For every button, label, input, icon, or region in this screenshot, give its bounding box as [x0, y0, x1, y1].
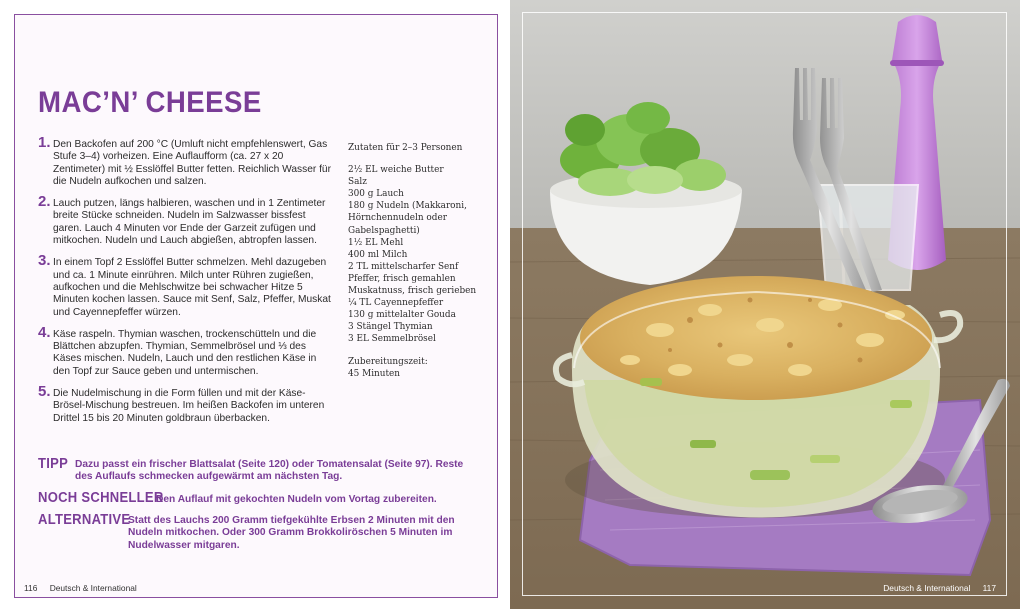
footer-right — [883, 583, 996, 593]
step-number: 4. — [38, 323, 51, 341]
instruction-steps — [38, 134, 334, 435]
ingredient-item: 2½ EL weiche Butter — [348, 165, 444, 176]
step-number: 1. — [38, 134, 51, 151]
page-number: 116 — [24, 583, 38, 593]
step — [38, 193, 334, 247]
ingredient-item: 180 g Nudeln (Makkaroni, — [348, 201, 467, 212]
alternative-label: ALTERNATIVE — [38, 512, 131, 528]
ingredient-item: Salz — [348, 177, 367, 188]
step — [38, 323, 334, 378]
ingredient-item: ¼ TL Cayennepfeffer — [348, 298, 444, 309]
ingredient-item: Pfeffer, frisch gemahlen — [348, 273, 456, 284]
section-name: Deutsch & International — [49, 583, 137, 593]
alternative-note — [38, 512, 478, 552]
ingredients-panel — [348, 142, 483, 380]
prep-time-value: 45 Minuten — [348, 368, 401, 379]
notes-section — [38, 456, 478, 552]
step-text: Den Backofen auf 200 °C (Umluft nicht empfehlenswert, Gas Stufe 3–4) vorheizen. Eine Auflaufform (ca. 27 x 20 Zentimeter) mit ½ Esslöffel Butter fetten. Reichlich Wasser für die Nudeln aufkochen und salzen. — [53, 139, 331, 187]
page-number: 117 — [982, 583, 996, 593]
ingredient-item: Gabelspaghetti) — [348, 225, 420, 236]
recipe-photo — [510, 0, 1020, 609]
ingredient-item: 130 g mittelalter Gouda — [348, 310, 456, 321]
faster-text: Den Auflauf mit gekochten Nudeln vom Vortag zubereiten. — [156, 494, 437, 505]
footer-left — [24, 583, 137, 593]
step-text: In einem Topf 2 Esslöffel Butter schmelzen. Mehl dazugeben und ca. 1 Minute einrühren. Milch unter Rühren zugießen, aufkochen und die Mehlschwitze bei schwacher Hitze 5 Minuten kochen lassen. Sauce mit Senf, Salz, Pfeffer, Muskat und Cayennepfeffer würzen. — [53, 257, 331, 318]
ingredient-item: 1½ EL Mehl — [348, 237, 404, 248]
ingredient-item: Hörnchennudeln oder — [348, 213, 447, 224]
step-text: Die Nudelmischung in die Form füllen und mit der Käse-Brösel-Mischung bestreuen. Im heißen Backofen im unteren Drittel 15 bis 20 Minuten goldbraun überbacken. — [53, 388, 325, 424]
ingredient-item: 300 g Lauch — [348, 189, 404, 200]
alternative-text: Statt des Lauchs 200 Gramm tiefgekühlte Erbsen 2 Minuten mit den Nudeln mitkochen. Oder 300 Gramm Brokkoliröschen 5 Minuten im Nudelwasser mitgaren. — [128, 515, 455, 551]
ingredient-item: 3 EL Semmelbrösel — [348, 334, 436, 345]
ingredient-item: Muskatnuss, frisch gerieben — [348, 286, 477, 297]
ingredients-list — [348, 164, 483, 345]
ingredients-header: Zutaten für 2–3 Personen — [348, 143, 463, 153]
step-number: 5. — [38, 383, 51, 401]
prep-time-label: Zubereitungszeit: — [348, 356, 428, 367]
photo-frame — [522, 12, 1007, 596]
step-text: Käse raspeln. Thymian waschen, trockenschütteln und die Blättchen abzupfen. Thymian, Semmelbrösel und ⅓ des Käses mischen. Nudeln, Lauch und den restlichen Käse in den Topf zur Sauce geben und untermischen. — [53, 328, 317, 377]
tip-text: Dazu passt ein frischer Blattsalat (Seite 120) oder Tomatensalat (Seite 97). Reste des Auflaufs schmecken aufgewärmt am nächsten Tag. — [75, 459, 464, 483]
step — [38, 383, 334, 425]
section-name: Deutsch & International — [883, 583, 971, 593]
ingredient-item: 3 Stängel Thymian — [348, 322, 433, 333]
step-text: Lauch putzen, längs halbieren, waschen und in 1 Zentimeter breite Stücke schneiden. Nudeln im Salzwasser bissfest garen. Lauch 4 Minuten vor Ende der Garzeit zufügen und mitkochen. Nudeln und Lauch abgießen, abtropfen lassen. — [53, 198, 326, 247]
step-number: 2. — [38, 193, 51, 211]
step — [38, 134, 334, 188]
tip-note — [38, 456, 478, 489]
tip-label: TIPP — [38, 456, 69, 472]
step-number: 3. — [38, 252, 51, 270]
faster-label: NOCH SCHNELLER — [38, 490, 164, 506]
recipe-title: MAC’N’ CHEESE — [38, 86, 262, 119]
step — [38, 252, 334, 318]
ingredient-item: 2 TL mittelscharfer Senf — [348, 261, 459, 272]
ingredient-item: 400 ml Milch — [348, 249, 408, 260]
